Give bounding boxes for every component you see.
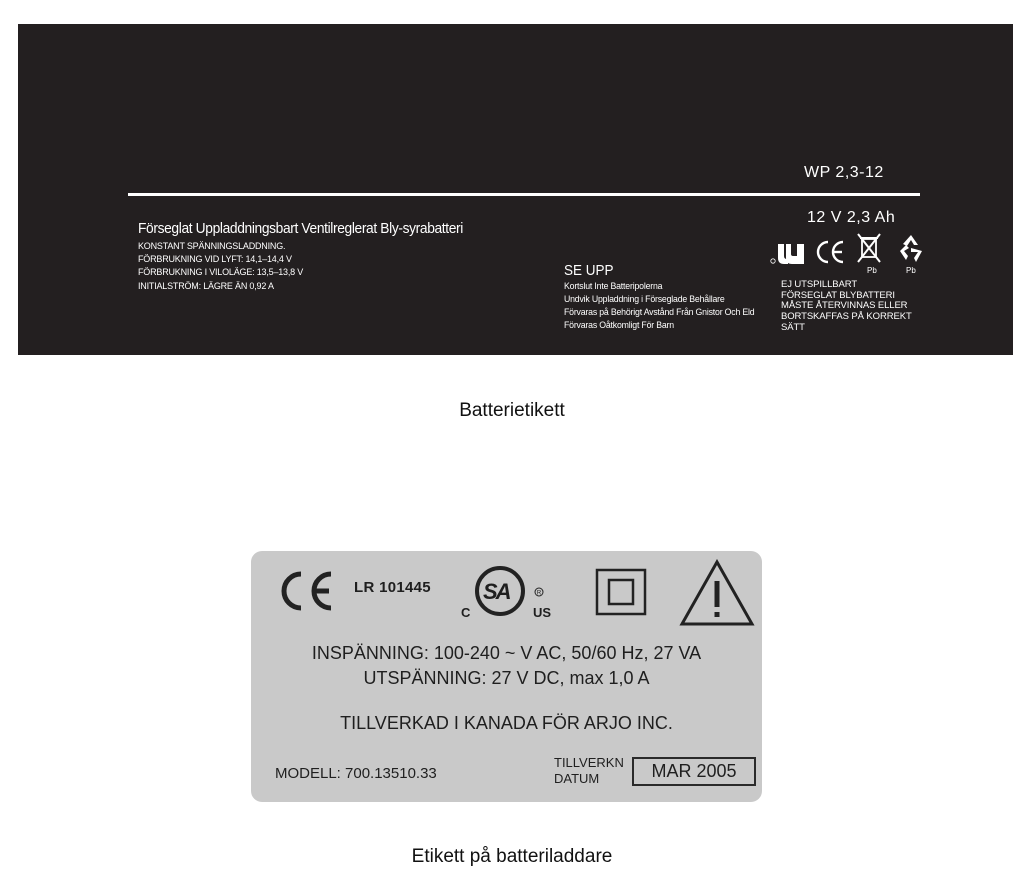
disposal-line: BORTSKAFFAS PÅ KORREKT <box>781 310 912 322</box>
pb-label: Pb <box>906 266 916 275</box>
warning-line: Förvaras Oåtkomligt För Barn <box>564 320 674 331</box>
disposal-line: MÅSTE ÅTERVINNAS ELLER <box>781 300 908 312</box>
spec-line: KONSTANT SPÄNNINGSLADDNING. <box>138 240 286 251</box>
battery-model: WP 2,3-12 <box>804 164 884 181</box>
manufacture-date: MAR 2005 <box>632 757 756 786</box>
warning-line: Undvik Uppladdning i Förseglade Behållare <box>564 294 725 305</box>
battery-label <box>18 24 1013 355</box>
csa-letters: SA <box>483 579 510 604</box>
ce-mark-icon <box>816 239 846 265</box>
warning-triangle-icon <box>679 559 755 627</box>
warning-line: Förvaras på Behörigt Avstånd Från Gnistor Och Eld <box>564 307 755 318</box>
manufacturer-line: TILLVERKAD I KANADA FÖR ARJO INC. <box>340 713 673 733</box>
battery-caption: Batterietikett <box>459 400 565 421</box>
warning-line: Kortslut Inte Batteripolerna <box>564 281 663 292</box>
date-label-line: DATUM <box>554 770 600 786</box>
battery-voltage: 12 V 2,3 Ah <box>807 209 896 226</box>
output-rating: UTSPÄNNING: 27 V DC, max 1,0 A <box>363 668 650 688</box>
battery-specs <box>138 220 491 292</box>
svg-text:R: R <box>536 590 542 597</box>
double-insulation-icon <box>595 568 647 616</box>
crossed-bin-icon <box>856 232 882 264</box>
date-label <box>554 755 624 786</box>
csa-us-label: US <box>533 605 552 620</box>
date-label-line: TILLVERKN <box>554 755 624 770</box>
ul-recognized-icon <box>770 238 808 268</box>
input-rating: INSPÄNNING: 100-240 ~ V AC, 50/60 Hz, 27 VA <box>311 643 702 663</box>
battery-disposal <box>781 280 912 333</box>
disposal-line: FÖRSEGLAT BLYBATTERI <box>781 289 895 301</box>
csa-icon <box>458 565 558 625</box>
charger-label <box>251 551 762 802</box>
battery-warning <box>564 262 771 331</box>
cert-number: LR 101445 <box>354 579 431 596</box>
spec-line: FÖRBRUKNING I VILOLÄGE: 13,5–13,8 V <box>138 267 304 278</box>
divider-rule <box>128 193 920 196</box>
battery-title: Förseglat Uppladdningsbart Ventilreglerat Bly-syrabatteri <box>138 220 463 237</box>
pb-label: Pb <box>867 266 877 275</box>
battery-cert-icons <box>770 232 930 280</box>
disposal-line: EJ UTSPILLBART <box>781 279 858 290</box>
disposal-line: SÄTT <box>781 321 805 333</box>
csa-c-label: C <box>461 605 471 620</box>
model-number: MODELL: 700.13510.33 <box>275 765 437 782</box>
ce-mark-icon <box>277 570 335 612</box>
recycle-icon <box>897 233 925 263</box>
spec-line: FÖRBRUKNING VID LYFT: 14,1–14,4 V <box>138 254 292 264</box>
registered-icon <box>534 587 544 597</box>
spec-line: INITIALSTRÖM: LÄGRE ÄN 0,92 A <box>138 280 274 291</box>
charger-caption: Etikett på batteriladdare <box>411 846 613 867</box>
warning-title: SE UPP <box>564 262 614 279</box>
